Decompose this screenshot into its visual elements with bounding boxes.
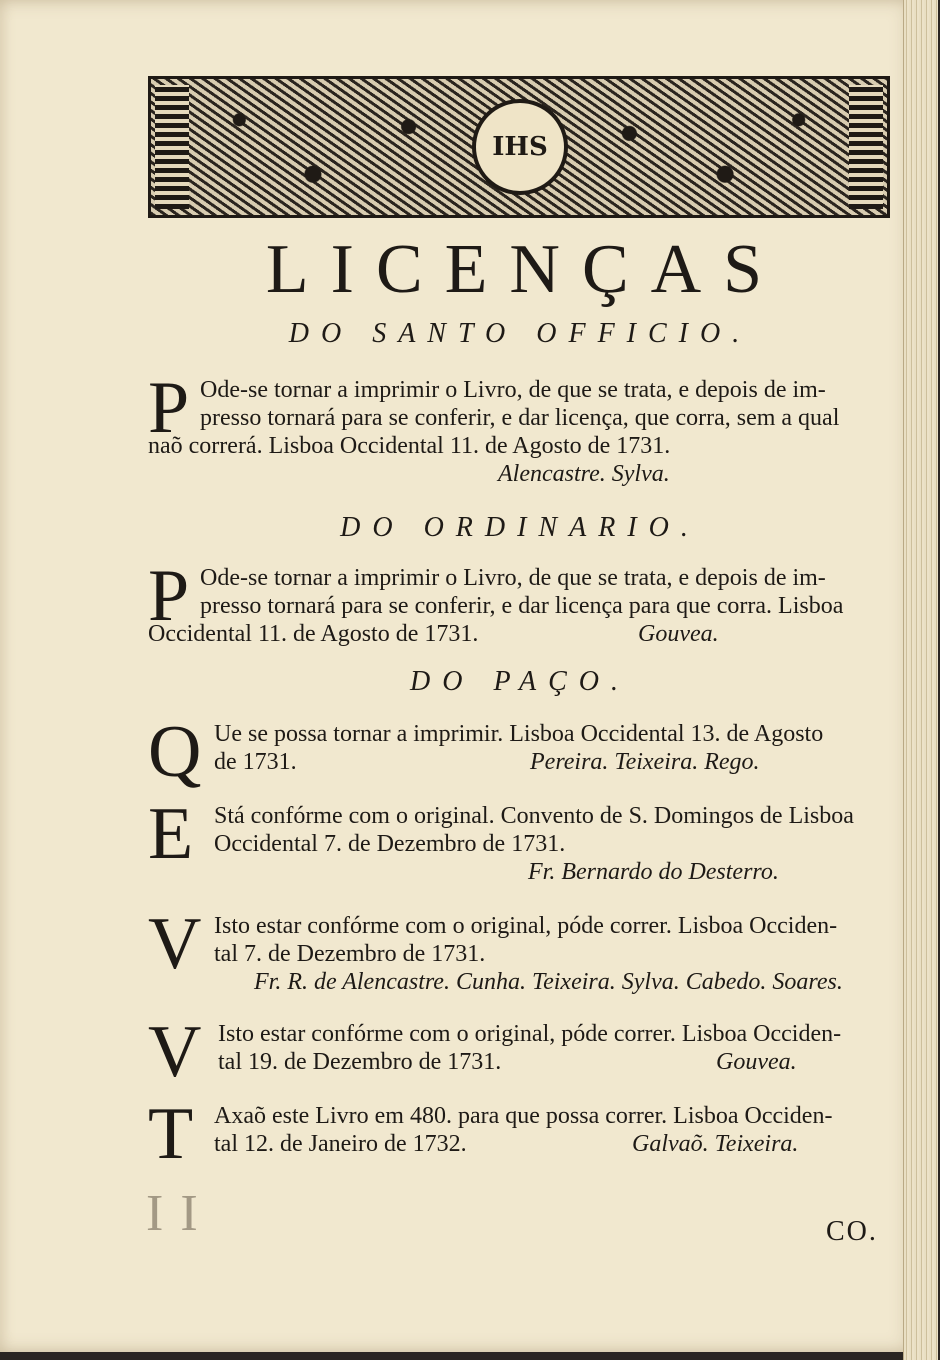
signature-mark: I I: [146, 1185, 200, 1242]
text-line: Stá confórme com o original. Convento de S. Domingos de Lisboa: [214, 803, 854, 829]
text-line: Ode-se tornar a imprimir o Livro, de que se trata, e depois de im-: [200, 377, 826, 403]
signature: Fr. R. de Alencastre. Cunha. Teixeira. Sylva. Cabedo. Soares.: [254, 969, 843, 995]
text-line: Isto estar confórme com o original, póde correr. Lisboa Occiden-: [218, 1021, 842, 1047]
text-line: Ode-se tornar a imprimir o Livro, de que se trata, e depois de im-: [200, 565, 826, 591]
text-line: Isto estar confórme com o original, póde correr. Lisboa Occiden-: [214, 913, 838, 939]
text-line: Occidental 7. de Dezembro de 1731.: [214, 831, 566, 857]
headpiece-ornament: [148, 76, 890, 218]
page-title: LICENÇAS: [265, 231, 785, 308]
text-line: de 1731.: [214, 749, 297, 775]
drop-cap: P: [148, 555, 190, 637]
signature: Gouvea.: [638, 621, 719, 647]
heading-paco: DO PAÇO.: [410, 666, 630, 697]
paragraph-paco-2: [148, 793, 898, 888]
paragraph-paco-1: [148, 711, 898, 793]
heading-santo-officio: DO SANTO OFFICIO.: [288, 318, 752, 349]
signature: Gouvea.: [716, 1049, 797, 1075]
paragraph-paco-3: [148, 903, 898, 998]
ihs-monogram: IHS: [472, 99, 568, 195]
ornament-border-left: [155, 85, 189, 209]
page-edges: [903, 0, 938, 1360]
text-line: Occidental 11. de Agosto de 1731.: [148, 621, 479, 647]
text-line: Axaõ este Livro em 480. para que possa correr. Lisboa Occiden-: [214, 1103, 833, 1129]
text-line: naõ correrá. Lisboa Occidental 11. de Agosto de 1731.: [148, 433, 671, 459]
text-line: tal 7. de Dezembro de 1731.: [214, 941, 486, 967]
catchword: CO.: [826, 1216, 878, 1247]
drop-cap: Q: [148, 711, 202, 793]
text-line: tal 19. de Dezembro de 1731.: [218, 1049, 502, 1075]
ornament-border-right: [849, 85, 883, 209]
signature: Fr. Bernardo do Desterro.: [528, 859, 779, 885]
signature: Pereira. Teixeira. Rego.: [530, 749, 760, 775]
text-line: Ue se possa tornar a imprimir. Lisboa Occidental 13. de Agosto: [214, 721, 824, 747]
signature: Alencastre. Sylva.: [498, 461, 670, 487]
paragraph-paco-4: [148, 1011, 898, 1093]
text-line: presso tornará para se conferir, e dar licença, que corra, sem a qual: [200, 405, 840, 431]
text-line: tal 12. de Janeiro de 1732.: [214, 1131, 467, 1157]
text-line: presso tornará para se conferir, e dar licença para que corra. Lisboa: [200, 593, 844, 619]
heading-ordinario: DO ORDINARIO.: [340, 512, 700, 543]
drop-cap: P: [148, 367, 190, 449]
paragraph-santo-officio: [148, 367, 898, 492]
paragraph-paco-5: [148, 1093, 898, 1175]
drop-cap: E: [148, 793, 194, 875]
drop-cap: V: [148, 903, 202, 985]
signature: Galvaõ. Teixeira.: [632, 1131, 799, 1157]
drop-cap: V: [148, 1011, 202, 1093]
drop-cap: T: [148, 1093, 194, 1175]
paragraph-ordinario: [148, 555, 898, 650]
